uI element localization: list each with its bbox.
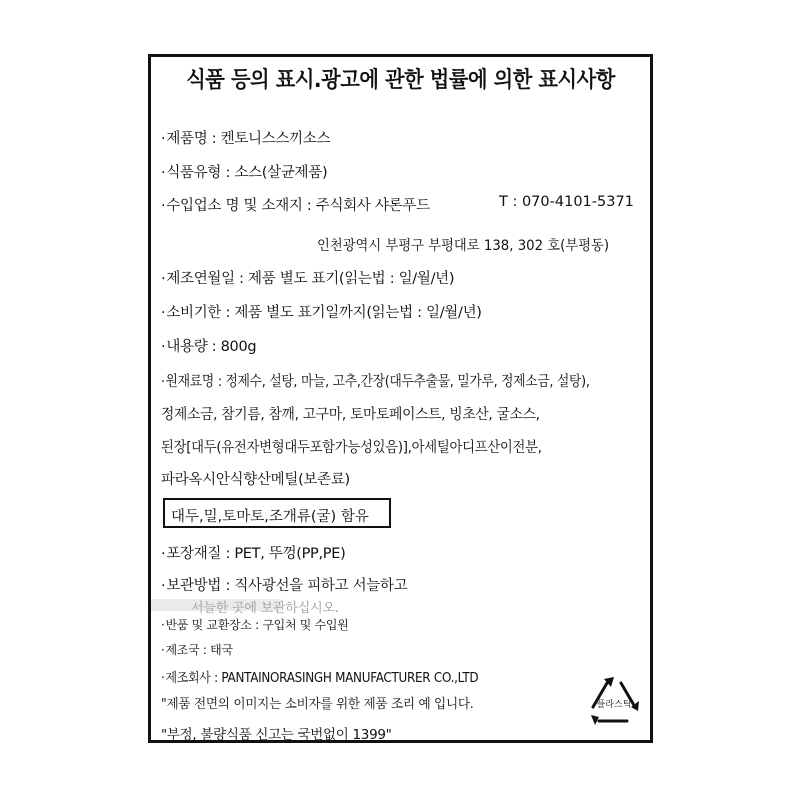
food-type: · 식품유형 : 소스(살균제품): [161, 161, 327, 182]
ingredients-line-1: · 원재료명 : 정제수, 설탕, 마늘, 고추,간장(대두추출물, 밀가루, 정제소금, 설탕),: [161, 370, 590, 391]
food-label: [148, 54, 653, 743]
label-title: 식품 등의 표시.광고에 관한 법률에 의한 표시사항: [186, 68, 615, 93]
importer-phone: T : 070-4101-5371: [499, 194, 634, 210]
manufacturer: · 제조회사 : PANTAINORASINGH MANUFACTURER CO.,LTD: [161, 667, 478, 686]
ingredients-line-2: 정제소금, 참기름, 참깨, 고구마, 토마토페이스트, 빙초산, 굴소스,: [161, 407, 540, 423]
allergen-box: 대두,밀,토마토,조개류(굴) 함유: [163, 498, 391, 528]
importer-address: 인천광역시 부평구 부평대로 138, 302 호(부평동): [317, 238, 610, 254]
packaging-material: · 포장재질 : PET, 뚜껑(PP,PE): [161, 542, 345, 563]
storage-method-continued: 서늘한 곳에 보관하십시오.: [191, 601, 339, 616]
country-of-origin: · 제조국 : 태국: [161, 641, 233, 658]
report-hotline: "부정, 불량식품 신고는 국번없이 1399": [161, 727, 392, 743]
recycle-label: 플라스틱: [596, 700, 632, 710]
return-exchange-place: · 반품 및 교환장소 : 구입처 및 수입원: [161, 616, 348, 633]
ingredients-line-3: 된장[대두(유전자변형대두포함가능성있음)],아세틸아디프산이전분,: [161, 440, 542, 456]
storage-method: · 보관방법 : 직사광선을 피하고 서늘하고: [161, 574, 407, 595]
net-volume: · 내용량 : 800g: [161, 335, 256, 356]
expiry-date: · 소비기한 : 제품 별도 표기일까지(읽는법 : 일/월/년): [161, 301, 482, 322]
ingredients-line-4: 파라옥시안식향산메틸(보존료): [161, 472, 350, 488]
image-disclaimer: "제품 전면의 이미지는 소비자를 위한 제품 조리 예 입니다.: [161, 697, 474, 712]
recycle-triangle-icon: [581, 673, 647, 733]
product-name: · 제품명 : 켄토니스스끼소스: [161, 127, 330, 148]
importer: · 수입업소 명 및 소재지 : 주식회사 샤론푸드: [161, 194, 430, 215]
manufacture-date: · 제조연월일 : 제품 별도 표기(읽는법 : 일/월/년): [161, 267, 454, 288]
